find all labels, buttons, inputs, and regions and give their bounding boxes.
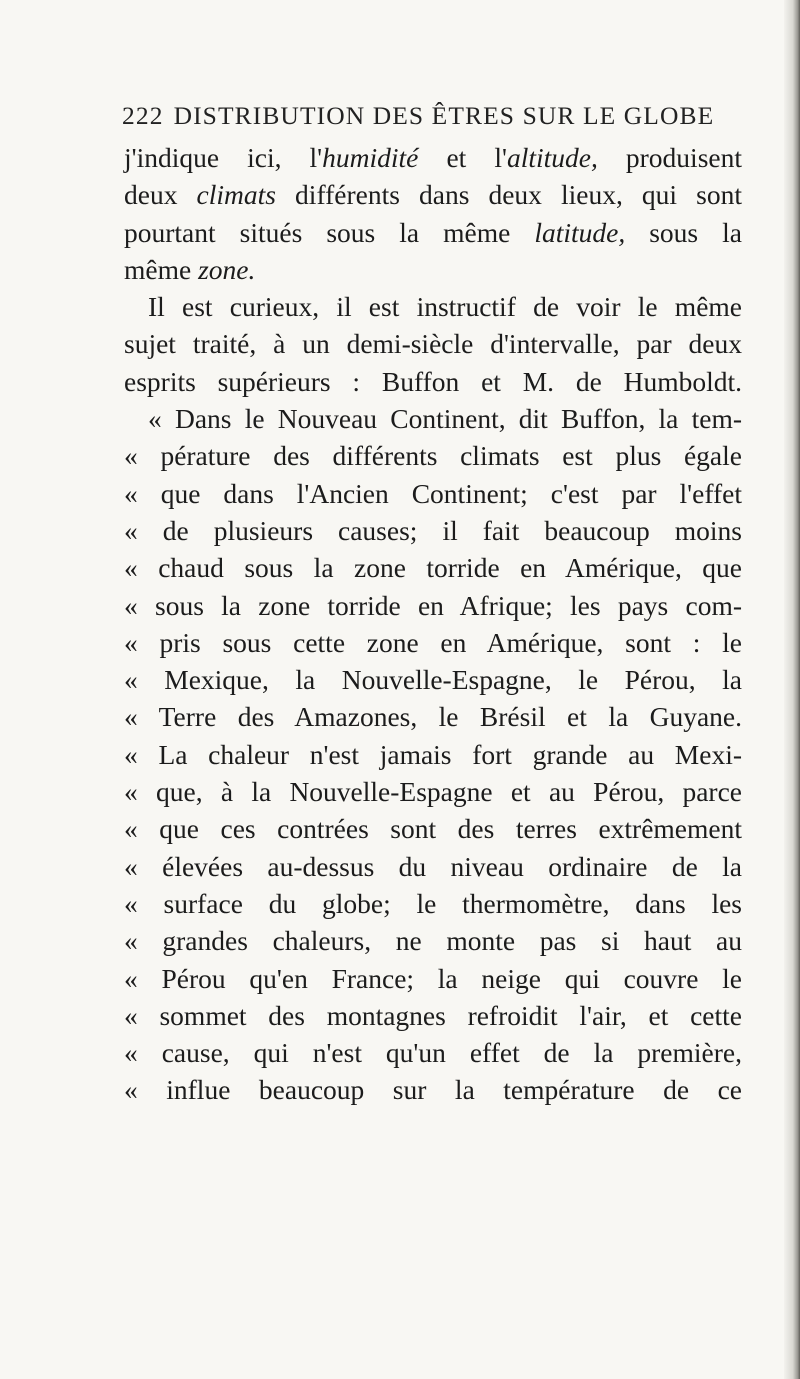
page-edge-shadow (784, 0, 800, 1379)
quote-line: « La chaleur n'est jamais fort grande au Mexi- (124, 738, 742, 770)
quote-line: « grandes chaleurs, ne monte pas si haut au (124, 925, 742, 957)
quote-line: « Pérou qu'en France; la neige qui couvre le (124, 962, 742, 994)
quote-line: « influe beaucoup sur la température de ce (124, 1074, 742, 1106)
quote-line: « cause, qui n'est qu'un effet de la première, (124, 1037, 742, 1069)
text-line: deux climats différents dans deux lieux, qui sont (124, 179, 742, 211)
quote-line: « sous la zone torride en Afrique; les pays com- (124, 589, 742, 621)
quote-line: « Dans le Nouveau Continent, dit Buffon, la tem- (148, 403, 742, 435)
quote-line: « pris sous cette zone en Amérique, sont : le (124, 626, 742, 658)
page-number: 222 (122, 101, 164, 130)
text-line: même zone. (124, 253, 256, 285)
quote-line: « surface du globe; le thermomètre, dans les (124, 887, 742, 919)
quote-line: « sommet des montagnes refroidit l'air, et cette (124, 999, 742, 1031)
text-line: pourtant situés sous la même latitude, sous la (124, 216, 742, 248)
text-line: esprits supérieurs : Buffon et M. de Humboldt. (124, 365, 742, 397)
running-title: DISTRIBUTION DES ÊTRES SUR LE GLOBE (173, 101, 715, 130)
quote-line: « Mexique, la Nouvelle-Espagne, le Pérou, la (124, 664, 742, 696)
quote-line: « que dans l'Ancien Continent; c'est par l'effet (124, 477, 742, 509)
quote-line: « Terre des Amazones, le Brésil et la Guyane. (124, 701, 742, 733)
text-line: j'indique ici, l'humidité et l'altitude, produisent (124, 142, 742, 173)
quote-line: « élevées au-dessus du niveau ordinaire de la (124, 850, 742, 882)
running-header (122, 101, 742, 131)
body-text (124, 139, 742, 1109)
text-line: Il est curieux, il est instructif de voir le même (148, 291, 742, 323)
quote-line: « que ces contrées sont des terres extrêmement (124, 813, 742, 845)
quote-line: « pérature des différents climats est plus égale (124, 440, 742, 472)
text-line: sujet traité, à un demi-siècle d'intervalle, par deux (124, 328, 742, 360)
quote-line: « de plusieurs causes; il fait beaucoup moins (124, 514, 742, 546)
quote-line: « que, à la Nouvelle-Espagne et au Pérou, parce (124, 776, 742, 808)
quote-line: « chaud sous la zone torride en Amérique, que (124, 552, 742, 584)
